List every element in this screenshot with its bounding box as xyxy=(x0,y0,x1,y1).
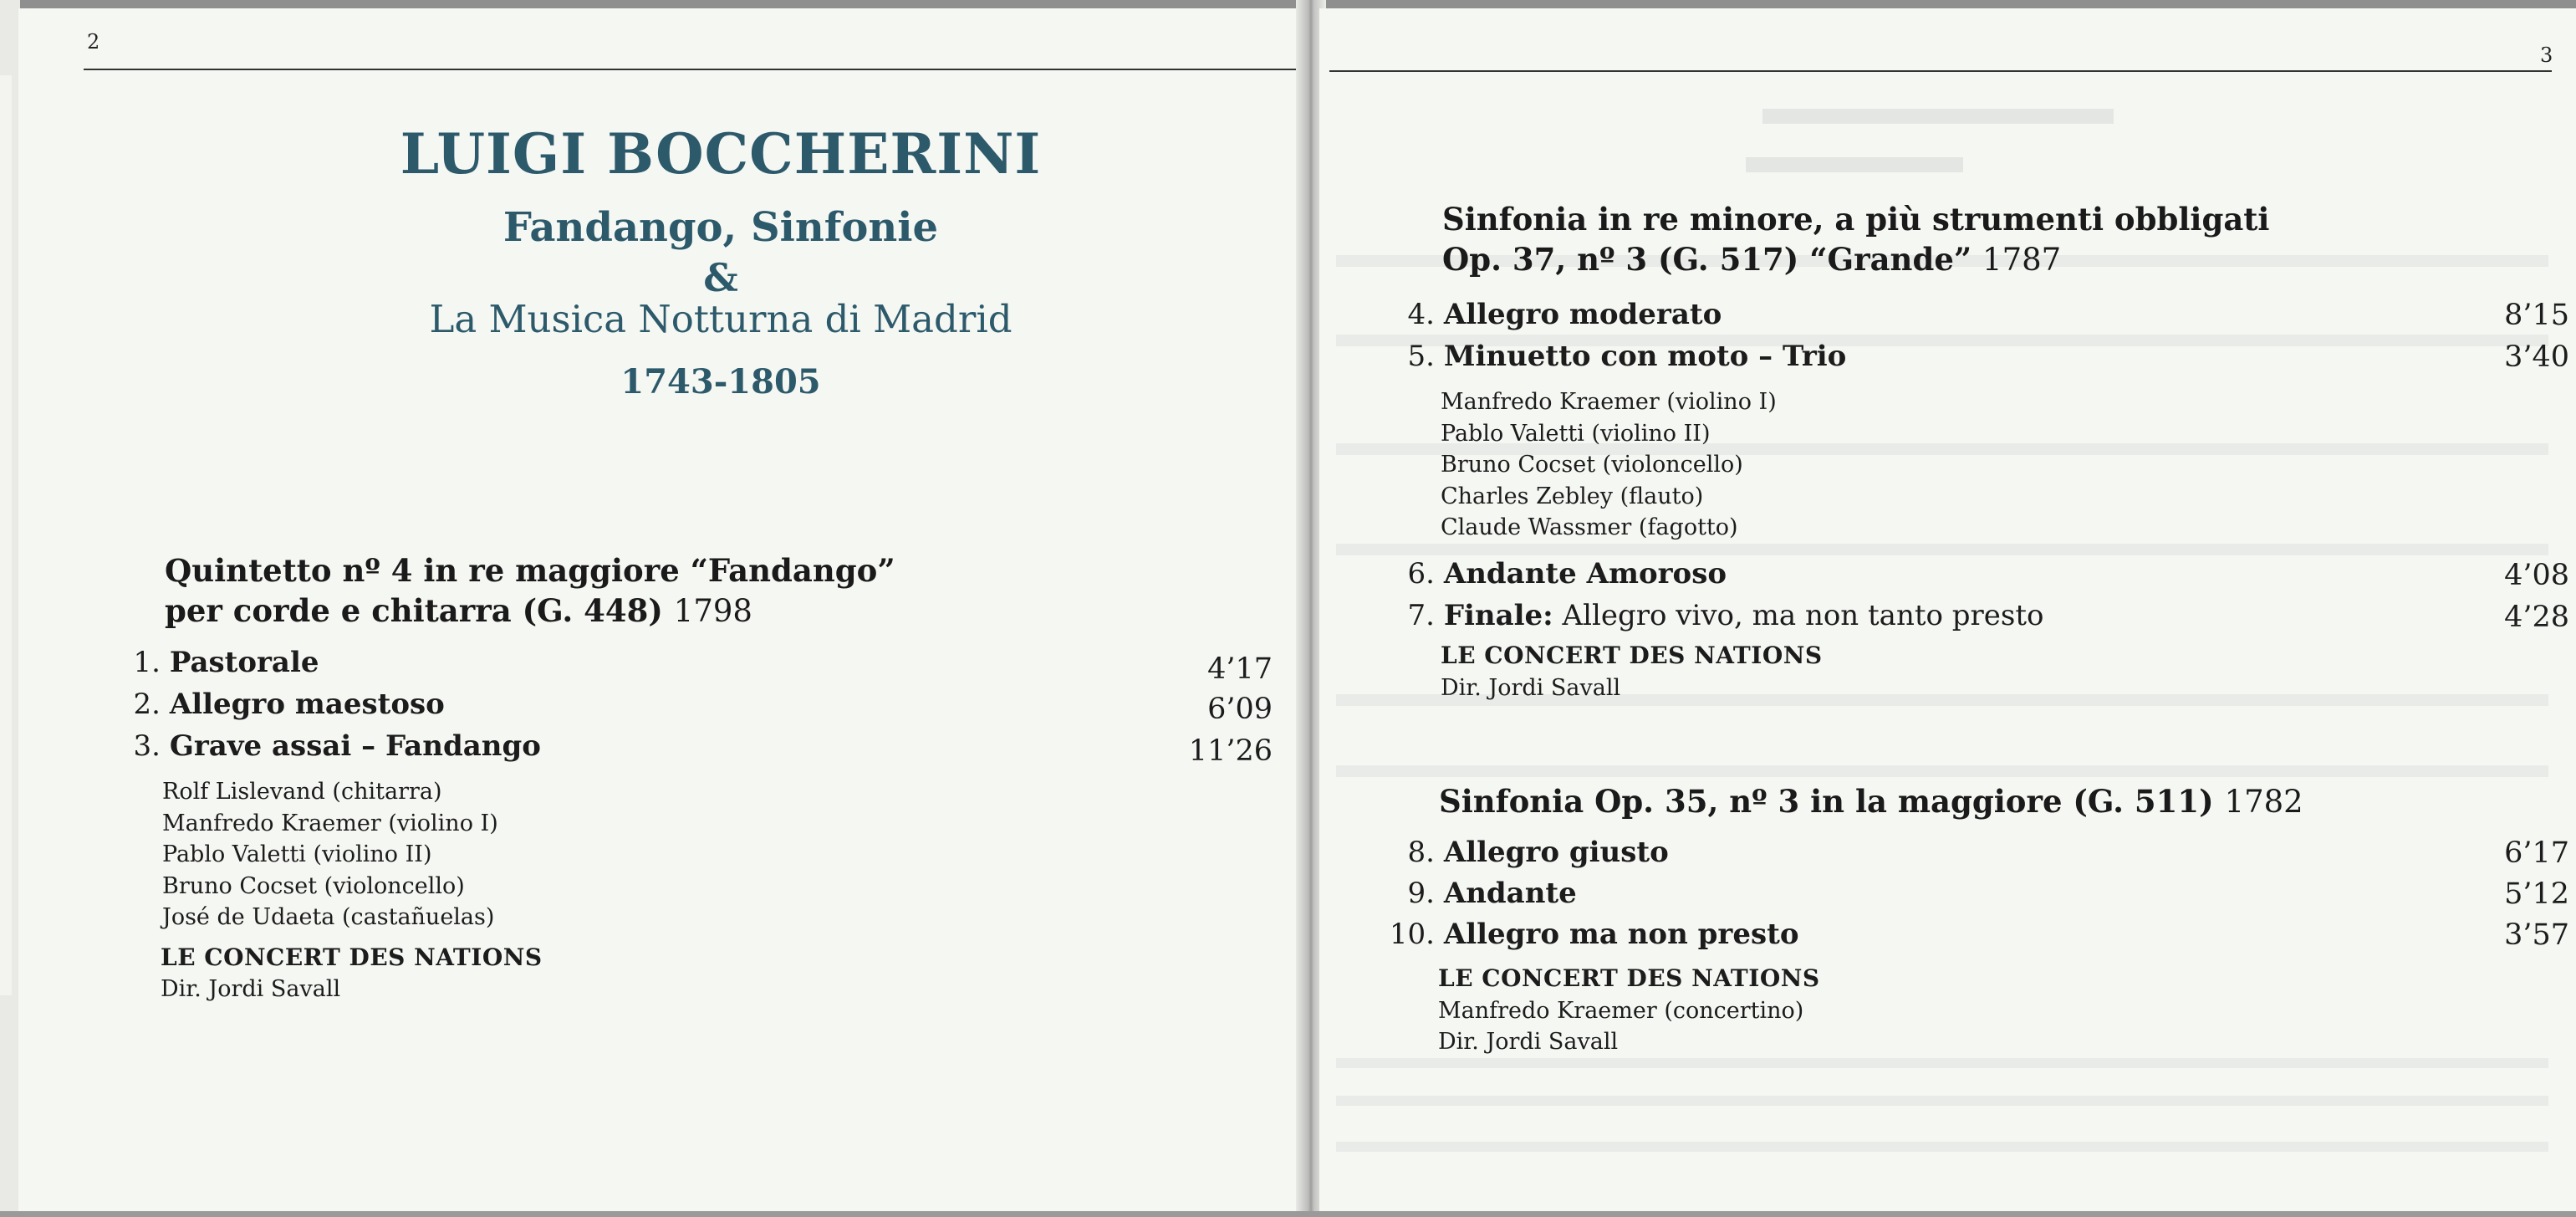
track-title: Allegro ma non presto xyxy=(1443,918,1799,951)
track-row xyxy=(1395,554,1727,594)
track-duration: 3’57 xyxy=(2504,918,2569,952)
track-title: Allegro maestoso xyxy=(169,688,445,721)
ensemble-name: LE CONCERT DES NATIONS xyxy=(1438,964,1820,992)
track-title: Andante xyxy=(1443,877,1577,910)
track-number: 3. xyxy=(133,729,161,763)
soloist: Manfredo Kraemer (concertino) xyxy=(1438,998,1804,1024)
performer: Pablo Valetti (violino II) xyxy=(1441,420,1711,447)
track-row xyxy=(1363,832,1669,872)
work-year: 1782 xyxy=(2224,784,2303,820)
composer-name: LUIGI BOCCHERINI xyxy=(400,121,1042,187)
work-year: 1787 xyxy=(1982,242,2062,278)
work-title xyxy=(165,550,895,632)
album-title-line2: La Musica Notturna di Madrid xyxy=(429,297,1013,341)
track-number: 9. xyxy=(1407,877,1435,910)
work-title-line2-text: per corde e chitarra (G. 448) xyxy=(165,592,663,629)
show-through-text xyxy=(1336,765,2548,777)
album-title-ampersand: & xyxy=(703,255,738,300)
track-number: 10. xyxy=(1389,918,1435,951)
left-page xyxy=(18,8,1306,1211)
track-duration: 8’15 xyxy=(2504,299,2569,332)
track-row xyxy=(117,684,445,724)
track-duration: 6’17 xyxy=(2504,836,2569,870)
track-number: 1. xyxy=(133,646,161,679)
right-page xyxy=(1319,8,2576,1211)
work-title-line1: Sinfonia in re minore, a più strumenti obbligati xyxy=(1442,201,2270,238)
adjacent-page-strip xyxy=(0,75,12,995)
track-title: Finale: xyxy=(1443,599,1553,632)
track-row xyxy=(1395,294,1722,335)
performer: Claude Wassmer (fagotto) xyxy=(1441,514,1738,540)
track-row xyxy=(117,642,319,683)
performer: José de Udaeta (castañuelas) xyxy=(162,904,495,930)
work-title xyxy=(1442,199,2269,280)
work-title xyxy=(1439,781,2303,822)
show-through-text xyxy=(1762,109,2114,124)
performer-list xyxy=(162,776,498,933)
work-title-line2 xyxy=(165,591,895,632)
track-number: 7. xyxy=(1407,599,1435,632)
track-duration: 6’09 xyxy=(1207,693,1273,726)
ensemble-name: LE CONCERT DES NATIONS xyxy=(161,943,543,971)
performer: Bruno Cocset (violoncello) xyxy=(1441,452,1743,478)
track-number: 8. xyxy=(1407,836,1435,869)
work-title-line2-text: Op. 37, nº 3 (G. 517) “Grande” xyxy=(1442,241,1972,278)
track-duration: 4’08 xyxy=(2504,559,2569,592)
track-duration: 4’28 xyxy=(2504,601,2569,634)
show-through-text xyxy=(1336,1142,2548,1152)
scan-bottom-edge xyxy=(0,1211,2576,1217)
header-rule xyxy=(84,69,1319,70)
track-row xyxy=(1363,914,1799,954)
track-duration: 3’40 xyxy=(2504,340,2569,374)
track-row xyxy=(117,726,541,766)
work-title-line2 xyxy=(1442,239,2269,280)
track-number: 5. xyxy=(1407,340,1435,373)
header-rule xyxy=(1329,70,2552,72)
performer: Rolf Lislevand (chitarra) xyxy=(162,779,442,805)
work-title-line1: Quintetto nº 4 in re maggiore “Fandango” xyxy=(165,552,895,589)
ensemble-name: LE CONCERT DES NATIONS xyxy=(1441,642,1823,669)
work-title-text: Sinfonia Op. 35, nº 3 in la maggiore (G. 511) xyxy=(1439,783,2214,820)
album-title-line1: Fandango, Sinfonie xyxy=(502,204,939,251)
show-through-text xyxy=(1336,1096,2548,1106)
track-number: 2. xyxy=(133,688,161,721)
track-row xyxy=(1363,873,1577,913)
track-number: 4. xyxy=(1407,298,1435,331)
show-through-text xyxy=(1746,157,1963,172)
director: Dir. Jordi Savall xyxy=(1438,1029,1619,1055)
track-row xyxy=(1395,596,2044,636)
work-year: 1798 xyxy=(673,593,752,629)
track-title: Minuetto con moto – Trio xyxy=(1443,340,1847,373)
performer: Charles Zebley (flauto) xyxy=(1441,483,1704,509)
page-number: 3 xyxy=(2540,43,2553,67)
track-duration: 5’12 xyxy=(2504,877,2569,911)
track-title: Andante Amoroso xyxy=(1443,557,1727,591)
director: Dir. Jordi Savall xyxy=(161,976,341,1002)
performer: Pablo Valetti (violino II) xyxy=(162,841,432,867)
composer-dates: 1743-1805 xyxy=(620,362,821,401)
page-number: 2 xyxy=(87,30,100,54)
track-row xyxy=(1395,336,1846,376)
track-title: Allegro moderato xyxy=(1443,298,1722,331)
track-tempo: Allegro vivo, ma non tanto presto xyxy=(1553,599,2044,632)
track-duration: 4’17 xyxy=(1207,652,1273,686)
performer-list xyxy=(1441,386,1777,544)
performer: Manfredo Kraemer (violino I) xyxy=(162,810,498,836)
track-title: Pastorale xyxy=(169,646,319,679)
director: Dir. Jordi Savall xyxy=(1441,675,1621,701)
performer: Manfredo Kraemer (violino I) xyxy=(1441,389,1777,415)
show-through-text xyxy=(1336,1058,2548,1068)
track-title: Allegro giusto xyxy=(1443,836,1669,869)
track-number: 6. xyxy=(1407,557,1435,591)
track-title: Grave assai – Fandango xyxy=(169,729,541,763)
performer: Bruno Cocset (violoncello) xyxy=(162,872,465,899)
track-duration: 11’26 xyxy=(1188,734,1273,768)
